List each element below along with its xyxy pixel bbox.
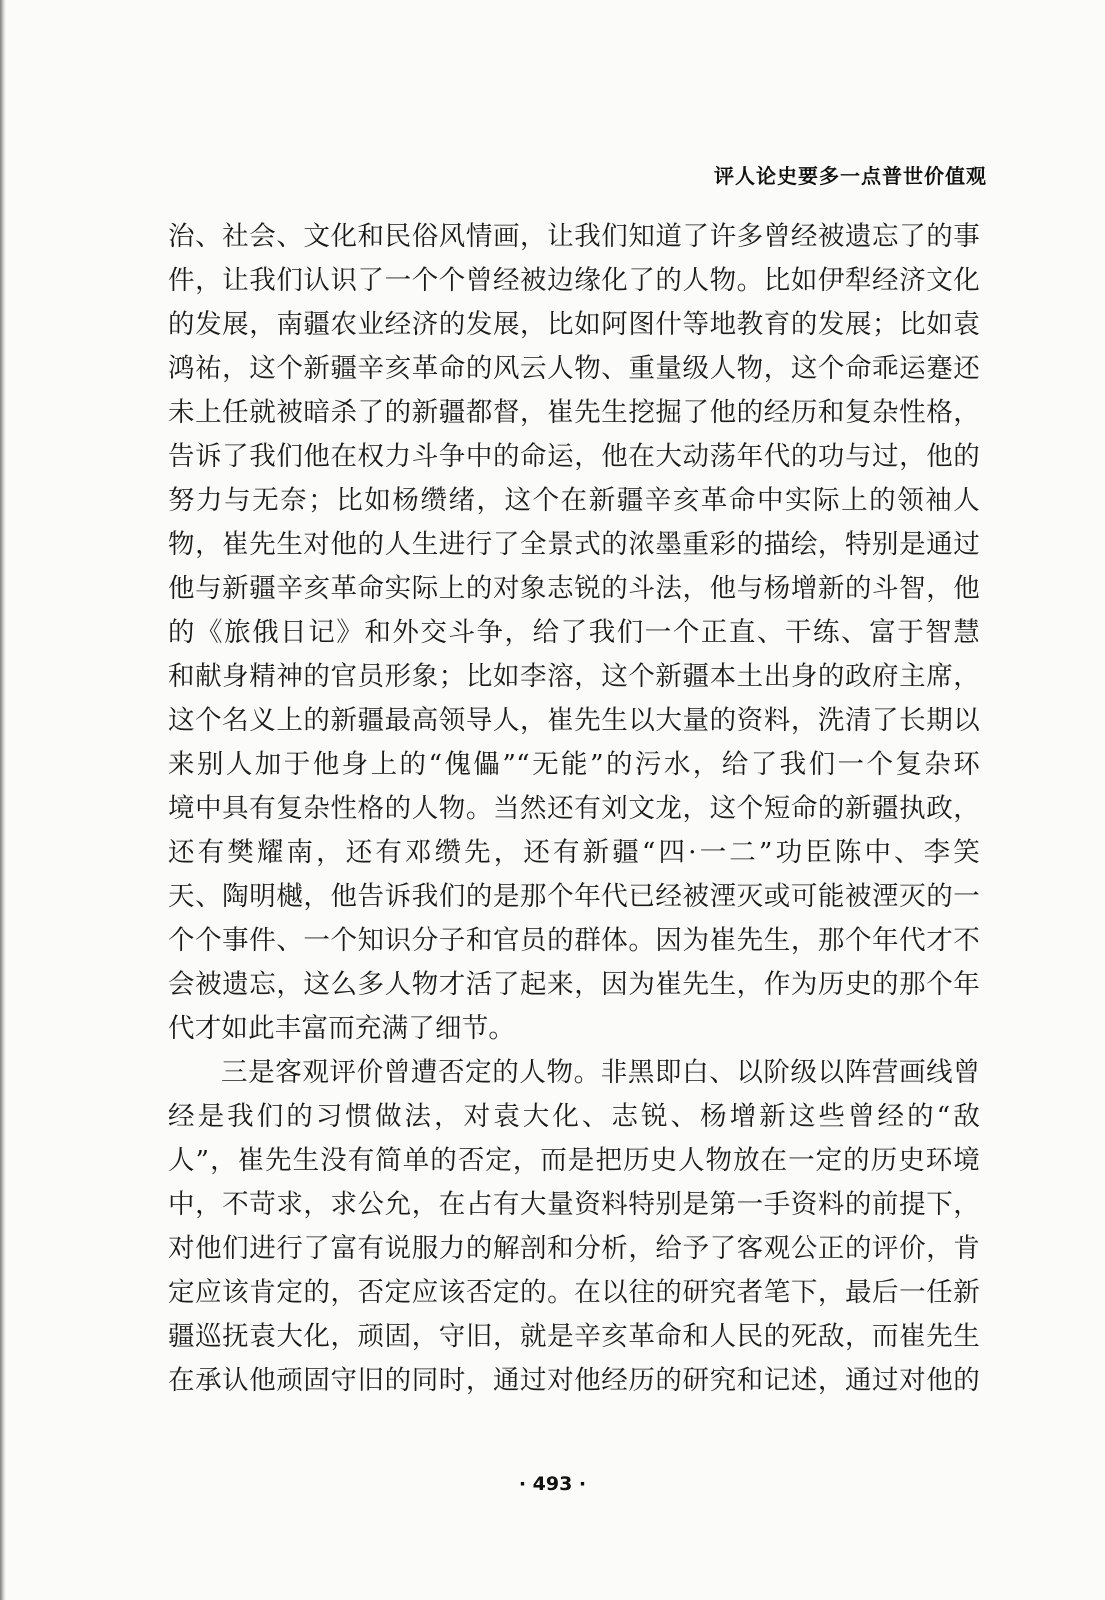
text-line: 未上任就被暗杀了的新疆都督，崔先生挖掘了他的经历和复杂性格， (168, 397, 980, 428)
text-line: 还有樊耀南，还有邓缵先，还有新疆“四·一二”功臣陈中、李笑 (168, 837, 980, 868)
paragraph-first-line: 三是客观评价曾遭否定的人物。非黑即白、以阶级以阵营画线曾 (221, 1057, 980, 1088)
text-line: 天、陶明樾，他告诉我们的是那个年代已经被湮灭或可能被湮灭的一 (168, 881, 980, 912)
text-line: 个个事件、一个知识分子和官员的群体。因为崔先生，那个年代才不 (168, 925, 980, 956)
text-line: 鸿祐，这个新疆辛亥革命的风云人物、重量级人物，这个命乖运蹇还 (168, 353, 980, 384)
text-line: 的发展，南疆农业经济的发展，比如阿图什等地教育的发展；比如袁 (168, 309, 980, 340)
text-line: 和献身精神的官员形象；比如李溶，这个新疆本土出身的政府主席， (168, 661, 980, 692)
text-line: 疆巡抚袁大化，顽固，守旧，就是辛亥革命和人民的死敌，而崔先生 (168, 1321, 980, 1352)
page-number: · 493 · (518, 1473, 587, 1495)
text-line: 这个名义上的新疆最高领导人，崔先生以大量的资料，洗清了长期以 (168, 705, 980, 736)
text-line: 会被遗忘，这么多人物才活了起来，因为崔先生，作为历史的那个年 (168, 969, 980, 1000)
running-header-title: 评人论史要多一点普世价值观 (714, 164, 987, 188)
text-line: 经是我们的习惯做法，对袁大化、志锐、杨增新这些曾经的“敌 (168, 1101, 980, 1132)
text-line: 的《旅俄日记》和外交斗争，给了我们一个正直、干练、富于智慧 (168, 617, 980, 648)
text-line: 境中具有复杂性格的人物。当然还有刘文龙，这个短命的新疆执政， (168, 793, 980, 824)
paragraph-last-line: 代才如此丰富而充满了细节。 (168, 1013, 516, 1044)
text-line: 件，让我们认识了一个个曾经被边缘化了的人物。比如伊犁经济文化 (168, 265, 980, 296)
page-edge-shadow (0, 0, 6, 1600)
text-line: 在承认他顽固守旧的同时，通过对他经历的研究和记述，通过对他的 (168, 1365, 980, 1396)
text-line: 物，崔先生对他的人生进行了全景式的浓墨重彩的描绘，特别是通过 (168, 529, 980, 560)
text-line: 来别人加于他身上的“傀儡”“无能”的污水，给了我们一个复杂环 (168, 749, 980, 780)
text-line: 中，不苛求，求公允，在占有大量资料特别是第一手资料的前提下， (168, 1189, 980, 1220)
text-line: 告诉了我们他在权力斗争中的命运，他在大动荡年代的功与过，他的 (168, 441, 980, 472)
text-line: 治、社会、文化和民俗风情画，让我们知道了许多曾经被遗忘了的事 (168, 221, 980, 252)
text-line: 他与新疆辛亥革命实际上的对象志锐的斗法，他与杨增新的斗智，他 (168, 573, 980, 604)
text-line: 努力与无奈；比如杨缵绪，这个在新疆辛亥革命中实际上的领袖人 (168, 485, 980, 516)
text-line: 人”，崔先生没有简单的否定，而是把历史人物放在一定的历史环境 (168, 1145, 980, 1176)
text-line: 对他们进行了富有说服力的解剖和分析，给予了客观公正的评价，肯 (168, 1233, 980, 1264)
text-line: 定应该肯定的，否定应该否定的。在以往的研究者笔下，最后一任新 (168, 1277, 980, 1308)
body-text (168, 215, 980, 1403)
